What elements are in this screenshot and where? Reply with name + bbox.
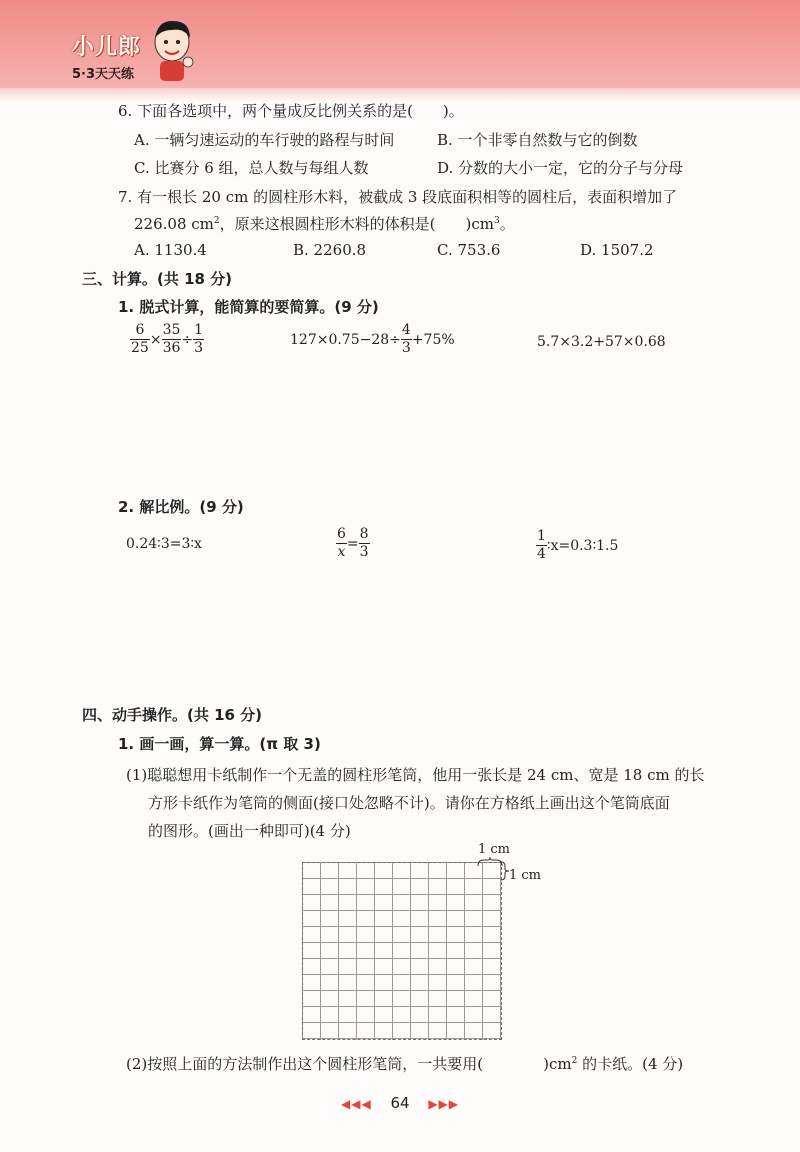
grid-label-top: 1 cm bbox=[478, 842, 511, 857]
page-footer bbox=[0, 1094, 800, 1112]
brand-logo bbox=[72, 30, 141, 82]
logo-subtext: 5·3天天练 bbox=[72, 67, 135, 82]
sec4-sub1-line3: 的图形。(画出一种即可)(4 分) bbox=[148, 822, 351, 840]
sec4-sub2: (2)按照上面的方法制作出这个圆柱形笔筒，一共要用( )$cm^2$ 的卡纸。(4 分) bbox=[126, 1055, 684, 1073]
q7-option-a: A. 1130.4 bbox=[134, 241, 207, 259]
calc-expr-3: 5.7×3.2+57×0.68 bbox=[537, 334, 666, 350]
q7-option-c: C. 753.6 bbox=[437, 241, 501, 259]
mascot-boy-icon bbox=[146, 12, 198, 82]
q6-option-b: B. 一个非零自然数与它的倒数 bbox=[437, 131, 638, 149]
q7-stem-line2: 226.08 $cm^2$，原来这根圆柱形木料的体积是( )$cm^3$。 bbox=[134, 215, 515, 233]
next-arrows-icon: ▶▶▶ bbox=[428, 1097, 460, 1111]
calc-expr-1: $\frac{6}{25}$ × $\frac{35}{36}$ ÷ $\frac{1}{3}$ bbox=[131, 322, 204, 356]
q7-option-b: B. 2260.8 bbox=[293, 241, 367, 259]
q7-stem-line1: 7. 有一根长 20 cm 的圆柱形木料，被截成 3 段底面积相等的圆柱后，表面积增加了 bbox=[118, 188, 678, 206]
q6-option-d: D. 分数的大小一定，它的分子与分母 bbox=[437, 159, 684, 177]
sec3-q1-stem: 1. 脱式计算，能简算的要简算。(9 分) bbox=[118, 298, 379, 316]
logo-text: 小儿郎 bbox=[72, 35, 142, 60]
sec4-q1-stem: 1. 画一画，算一算。(π 取 3) bbox=[118, 735, 321, 753]
proportion-1: 0.24∶3=3∶x bbox=[126, 536, 202, 552]
page-number: 64 bbox=[390, 1094, 410, 1112]
q7-option-d: D. 1507.2 bbox=[580, 241, 654, 259]
q6-stem: 6. 下面各选项中，两个量成反比例关系的是( )。 bbox=[118, 102, 464, 120]
sec3-q2-stem: 2. 解比例。(9 分) bbox=[118, 498, 244, 516]
grid-label-right: 1 cm bbox=[509, 868, 542, 883]
section4-title: 四、动手操作。(共 16 分) bbox=[82, 706, 263, 724]
section3-title: 三、计算。(共 18 分) bbox=[82, 270, 233, 288]
prev-arrows-icon: ◀◀◀ bbox=[340, 1097, 372, 1111]
q6-option-c: C. 比赛分 6 组，总人数与每组人数 bbox=[134, 159, 369, 177]
proportion-2: $\frac{6}{x}$ = $\frac{8}{3}$ bbox=[337, 526, 369, 560]
sec4-sub1-line2: 方形卡纸作为笔筒的侧面(接口处忽略不计)。请你在方格纸上画出这个笔筒底面 bbox=[148, 794, 670, 812]
calc-expr-2: 127×0.75−28÷ $\frac{4}{3}$ +75% bbox=[290, 322, 455, 356]
proportion-3: $\frac{1}{4}$ ∶x=0.3∶1.5 bbox=[537, 528, 619, 562]
graph-paper-grid[interactable] bbox=[302, 862, 502, 1040]
q6-option-a: A. 一辆匀速运动的车行驶的路程与时间 bbox=[134, 131, 395, 149]
sec4-sub1-line1: (1)聪聪想用卡纸制作一个无盖的圆柱形笔筒，他用一张长是 24 cm、宽是 18 cm 的长 bbox=[126, 766, 705, 784]
